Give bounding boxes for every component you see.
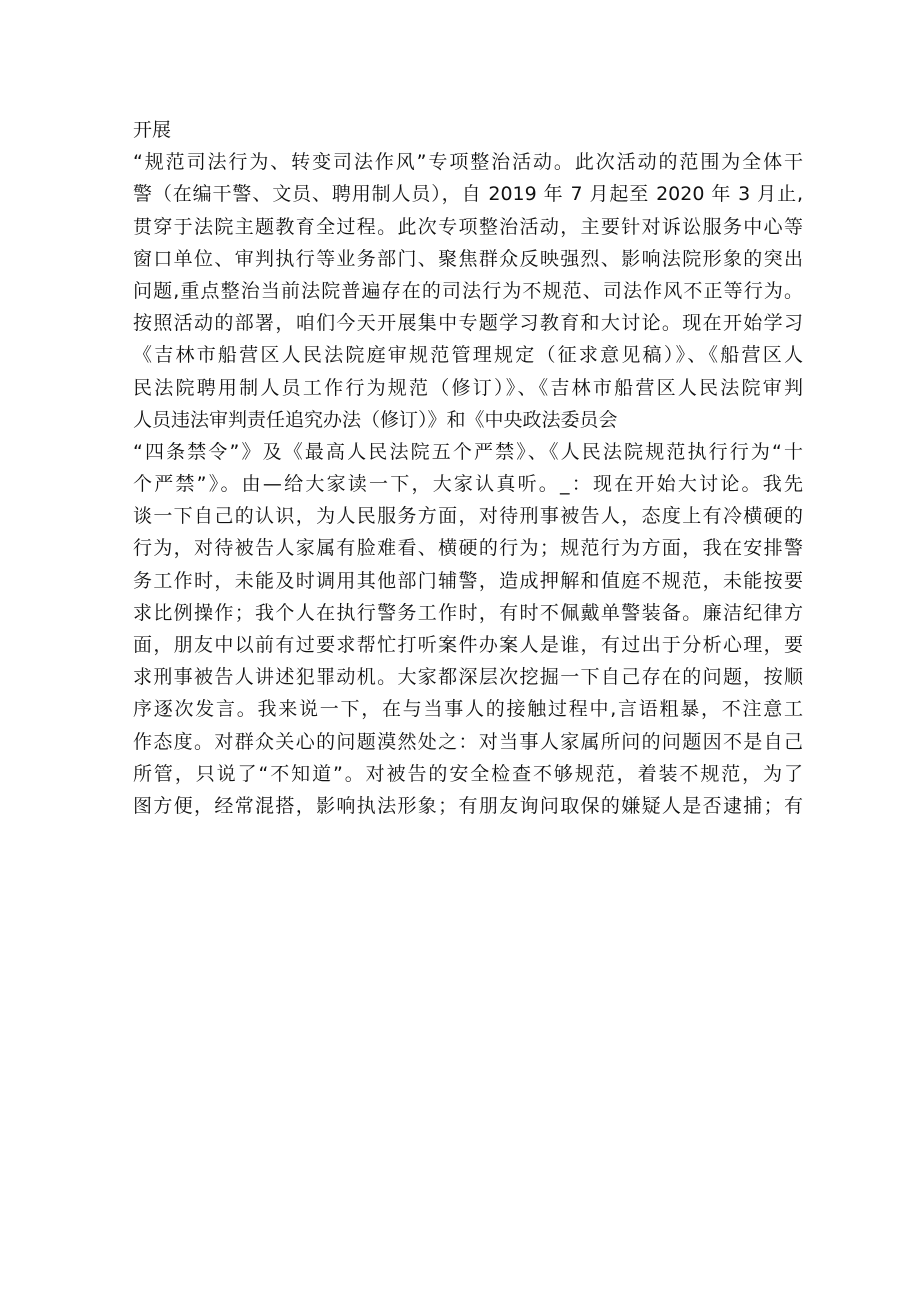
text-line: 问题,重点整治当前法院普遍存在的司法行为不规范、司法作风不正等行为。 [133,279,803,302]
text-line: 求刑事被告人讲述犯罪动机。大家都深层次挖掘一下自己存在的问题，按顺 [133,666,803,689]
text-line: 作态度。对群众关心的问题漠然处之：对当事人家属所问的问题因不是自己 [133,730,803,753]
text-line: “规范司法行为、转变司法作风”专项整治活动。此次活动的范围为全体干 [133,151,803,174]
text-line: “四条禁令”》及《最高人民法院五个严禁》、《人民法院规范执行行为“十 [133,440,803,463]
text-line: 求比例操作；我个人在执行警务工作时，有时不佩戴单警装备。廉洁纪律方 [133,601,803,624]
text-line: 序逐次发言。我来说一下，在与当事人的接触过程中,言语粗暴，不注意工 [133,698,803,721]
text-line: 面，朋友中以前有过要求帮忙打听案件办案人是谁，有过出于分析心理，要 [133,634,803,656]
text-line: 图方便，经常混搭，影响执法形象；有朋友询问取保的嫌疑人是否逮捕；有 [133,794,803,817]
text-line: 务工作时，未能及时调用其他部门辅警，造成押解和值庭不规范，未能按要 [133,569,803,592]
text-line: 《吉林市船营区人民法院庭审规范管理规定（征求意见稿）》、《船营区人 [133,344,803,367]
text-line: 窗口单位、审判执行等业务部门、聚焦群众反映强烈、影响法院形象的突出 [133,247,803,270]
text-line: 行为，对待被告人家属有脸难看、横硬的行为；规范行为方面，我在安排警 [133,537,803,560]
text-line: 民法院聘用制人员工作行为规范（修订）》、《吉林市船营区人民法院审判 [133,376,803,399]
text-line: 人员违法审判责任追究办法（修订）》和《中央政法委员会 [133,408,618,431]
text-line: 谈一下自己的认识，为人民服务方面，对待刑事被告人，态度上有冷横硬的 [133,505,803,528]
text-line: 开展 [133,119,172,141]
text-line: 所管，只说了“不知道”。对被告的安全检查不够规范，着装不规范，为了 [133,762,803,785]
text-line: 贯穿于法院主题教育全过程。此次专项整治活动，主要针对诉讼服务中心等 [133,215,803,238]
body-text [133,114,803,822]
text-line: 个严禁”》。由—给大家读一下，大家认真听。_：现在开始大讨论。我先 [133,473,803,496]
text-line: 按照活动的部署，咱们今天开展集中专题学习教育和大讨论。现在开始学习 [133,312,803,335]
text-line: 警（在编干警、文员、聘用制人员），自 2019 年 7 月起至 2020 年 3 月止, [133,183,803,206]
